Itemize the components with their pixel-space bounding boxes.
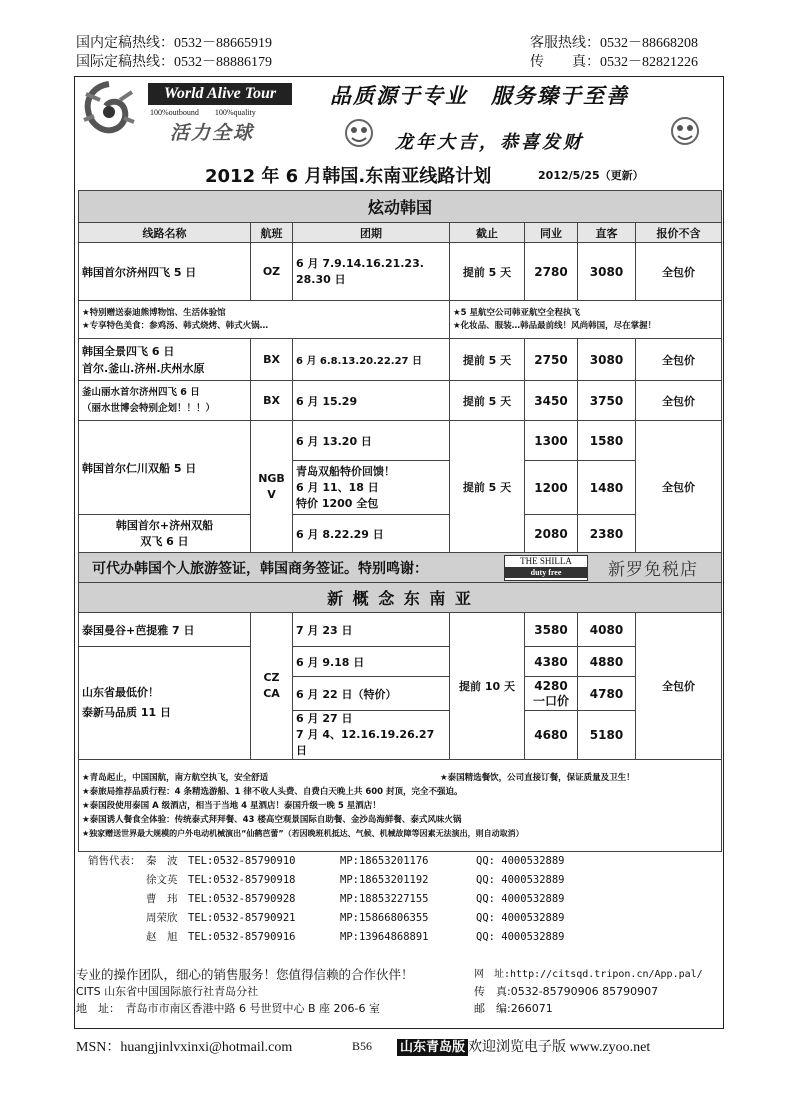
- korea-banner: 炫动韩国: [79, 191, 722, 223]
- price-note: 全包价: [636, 381, 722, 421]
- service-label: 客服热线：: [530, 36, 600, 51]
- route-name: 韩国首尔仁川双船 5 日: [79, 421, 251, 515]
- rep-qq: QQ: 4000532889: [476, 874, 565, 886]
- rep-name: 曹 玮: [146, 893, 178, 905]
- route-table: [78, 190, 722, 852]
- peer-price: 3580: [525, 613, 578, 647]
- col-header: 团期: [293, 223, 450, 243]
- intl-phone: 0532－88886179: [174, 55, 272, 70]
- peer-price: 1200: [525, 461, 578, 515]
- edition-browse: 欢迎浏览电子版 www.zyoo.net: [468, 1040, 651, 1055]
- rep-name: 周荣欣: [146, 912, 178, 924]
- note: ★5 星航空公司韩亚航空全程执飞: [453, 307, 580, 318]
- note: ★专享特色美食：参鸡汤、韩式烧烤、韩式火锅…: [82, 320, 269, 331]
- fax-label: 传 真：: [530, 55, 600, 70]
- departure-dates: 6 月 9.18 日: [293, 647, 450, 677]
- direct-price: 1480: [578, 461, 636, 515]
- bullet: ★青岛起止，中国国航，南方航空执飞，安全舒适: [82, 772, 269, 783]
- shilla-top: THE SHILLA: [520, 555, 572, 566]
- departure-dates: 6 月 6.8.13.20.22.27 日: [293, 339, 450, 381]
- bullet: ★泰旅局推荐品质行程：4 条精选游船、1 律不收人头费、自费白天晚上共 600 封顶，完全不强迫。: [82, 786, 463, 797]
- highlight-notes-row: [79, 301, 722, 339]
- footer-right: [474, 966, 724, 1017]
- departure-dates: 7 月 23 日: [293, 613, 450, 647]
- table-row: [79, 647, 722, 677]
- bullet: ★独家赠送世界最大规模的户外电动机械演出“仙鹤芭蕾”（若因晚班机抵达、气候、机械故障等因素无法演出，则自动取消）: [82, 828, 524, 838]
- deadline: 提前 10 天: [450, 613, 525, 760]
- footer-address: 地 址： 青岛市市南区香港中路 6 号世贸中心 B 座 206-6 室: [76, 1002, 380, 1015]
- note: ★特别赠送泰迪熊博物馆、生活体验馆: [82, 307, 226, 318]
- flight-code: OZ: [251, 243, 293, 301]
- logo-chinese-name: 活力全球: [170, 122, 255, 144]
- rep-mobile: MP:13964868891: [340, 931, 429, 943]
- korea-banner-row: [79, 191, 722, 223]
- footer-company: CITS 山东省中国国际旅行社青岛分社: [76, 985, 259, 998]
- sea-banner: 新 概 念 东 南 亚: [79, 583, 722, 613]
- rep-qq: QQ: 4000532889: [476, 931, 565, 943]
- bullet: ★泰国段使用泰国 A 级酒店，相当于当地 4 星酒店！泰国升级一晚 5 星酒店！: [82, 800, 381, 811]
- domestic-label: 国内定稿热线：: [76, 36, 174, 51]
- route-name: 泰国曼谷+芭提雅 7 日: [79, 613, 251, 647]
- rep-mobile: MP:15866806355: [340, 912, 429, 924]
- sales-reps: [88, 852, 565, 947]
- table-row: [79, 243, 722, 301]
- flight-code: NGB V: [251, 421, 293, 553]
- deadline: 提前 5 天: [450, 339, 525, 381]
- route-name: 韩国首尔+济州双船 双飞 6 日: [79, 515, 251, 553]
- departure-dates: 青岛双船特价回馈！ 6 月 11、18 日 特价 1200 全包: [293, 461, 450, 515]
- sea-banner-row: [79, 583, 722, 613]
- update-date: 2012/5/25（更新）: [538, 169, 644, 182]
- new-year-wish: 龙年大吉，恭喜发财: [395, 132, 584, 153]
- rep-name: 秦 波: [146, 855, 178, 867]
- peer-price: 2780: [525, 243, 578, 301]
- peer-price: 2080: [525, 515, 578, 553]
- peer-price: 2750: [525, 339, 578, 381]
- service-phone: 0532－88668208: [600, 36, 698, 51]
- rep-name: 徐文英: [146, 874, 178, 886]
- bullet: ★泰国诱人餐食全体验：传统泰式拜拜餐、43 楼高空观景国际自助餐、金沙岛海鲜餐、泰式风味火锅: [82, 814, 462, 825]
- sales-rep-row: [88, 852, 565, 871]
- sales-rep-row: [88, 909, 565, 928]
- col-header: 航班: [251, 223, 293, 243]
- rep-mobile: MP:18653201176: [340, 855, 429, 867]
- departure-dates: 6 月 22 日（特价）: [293, 677, 450, 711]
- departure-dates: 6 月 27 日 7 月 4、12.16.19.26.27 日: [293, 711, 450, 760]
- service-hotlines: [530, 34, 698, 72]
- col-header: 线路名称: [79, 223, 251, 243]
- edition-line: [397, 1036, 650, 1056]
- shilla-logo: [504, 555, 588, 581]
- rep-tel: TEL:0532-85790928: [188, 893, 296, 905]
- highlight-notes-right: [450, 301, 722, 339]
- logo-subtitle: 100%outbound 100%quality: [150, 108, 256, 117]
- route-name: 釜山丽水首尔济州四飞 6 日 （丽水世博会特别企划！！！）: [79, 381, 251, 421]
- table-row: [79, 339, 722, 381]
- peer-price: 4280 一口价: [525, 677, 578, 711]
- departure-dates: 6 月 7.9.14.16.21.23. 28.30 日: [293, 243, 450, 301]
- sales-label: 销售代表：: [88, 855, 141, 867]
- direct-price: 2380: [578, 515, 636, 553]
- footer-fax: 传 真:0532-85790906 85790907: [474, 985, 659, 998]
- rep-qq: QQ: 4000532889: [476, 912, 565, 924]
- shilla-bottom: duty free: [505, 567, 587, 578]
- rep-tel: TEL:0532-85790921: [188, 912, 296, 924]
- direct-price: 4780: [578, 677, 636, 711]
- price-note: 全包价: [636, 339, 722, 381]
- rep-qq: QQ: 4000532889: [476, 855, 565, 867]
- flight-code: BX: [251, 339, 293, 381]
- sales-rep-row: [88, 928, 565, 947]
- route-name: 山东省最低价！ 泰新马品质 11 日: [79, 647, 251, 760]
- rep-mobile: MP:18853227155: [340, 893, 429, 905]
- domestic-hotlines: [76, 34, 272, 72]
- bullet: ★泰国精选餐饮，公司直接订餐，保证质量及卫生！: [440, 772, 635, 783]
- page-title: 2012 年 6 月韩国.东南亚线路计划: [205, 166, 492, 187]
- col-header: 直客: [578, 223, 636, 243]
- price-note: 全包价: [636, 613, 722, 760]
- domestic-phone: 0532－88665919: [174, 36, 272, 51]
- footer-left: [76, 966, 476, 1017]
- logo-name: World Alive Tour: [148, 83, 292, 105]
- deadline: 提前 5 天: [450, 421, 525, 553]
- price-note: 全包价: [636, 421, 722, 553]
- rep-name: 赵 旭: [146, 931, 178, 943]
- visa-text: 可代办韩国个人旅游签证，韩国商务签证。特别鸣谢：: [92, 560, 428, 577]
- direct-price: 5180: [578, 711, 636, 760]
- direct-price: 4880: [578, 647, 636, 677]
- route-name: 韩国首尔济州四飞 5 日: [79, 243, 251, 301]
- table-header-row: [79, 223, 722, 243]
- col-header: 截止: [450, 223, 525, 243]
- note: ★化妆品、服装…韩品最前线！风尚韩国，尽在掌握！: [453, 320, 657, 331]
- direct-price: 4080: [578, 613, 636, 647]
- col-header: 报价不含: [636, 223, 722, 243]
- departure-dates: 6 月 8.22.29 日: [293, 515, 450, 553]
- fax-phone: 0532－82821226: [600, 55, 698, 70]
- table-row: [79, 613, 722, 647]
- deadline: 提前 5 天: [450, 381, 525, 421]
- departure-dates: 6 月 13.20 日: [293, 421, 450, 461]
- visa-banner: [79, 553, 722, 583]
- table-row: [79, 515, 722, 553]
- rep-tel: TEL:0532-85790910: [188, 855, 296, 867]
- route-name: 韩国全景四飞 6 日 首尔.釜山.济州.庆州水原: [79, 339, 251, 381]
- table-row: [79, 421, 722, 461]
- footer-website: 网 址:http://citsqd.tripon.cn/App.pal/: [474, 969, 703, 980]
- highlight-notes-left: [79, 301, 450, 339]
- dutyfree-name: 新罗免税店: [608, 560, 699, 580]
- direct-price: 1580: [578, 421, 636, 461]
- table-row: [79, 381, 722, 421]
- peer-price: 1300: [525, 421, 578, 461]
- rep-mobile: MP:18653201192: [340, 874, 429, 886]
- rep-tel: TEL:0532-85790918: [188, 874, 296, 886]
- edition-brand: 山东青岛版: [397, 1039, 468, 1056]
- rep-tel: TEL:0532-85790916: [188, 931, 296, 943]
- visa-row: [79, 553, 722, 583]
- direct-price: 3750: [578, 381, 636, 421]
- footer-tagline: 专业的操作团队，细心的销售服务！您值得信赖的合作伙伴！: [76, 967, 414, 982]
- peer-price: 4680: [525, 711, 578, 760]
- intl-label: 国际定稿热线：: [76, 55, 174, 70]
- flight-code: BX: [251, 381, 293, 421]
- rep-qq: QQ: 4000532889: [476, 893, 565, 905]
- swirl-logo-icon: [80, 80, 138, 142]
- sea-bullets: [79, 760, 722, 852]
- footer-postcode: 邮 编:266071: [474, 1002, 553, 1015]
- direct-price: 3080: [578, 339, 636, 381]
- deadline: 提前 5 天: [450, 243, 525, 301]
- msn-contact: MSN：huangjinlvxinxi@hotmail.com: [76, 1040, 293, 1055]
- sea-bullets-row: [79, 760, 722, 852]
- slogan: 品质源于专业 服务臻于至善: [330, 84, 629, 108]
- sales-rep-row: [88, 890, 565, 909]
- page-number: B56: [352, 1039, 373, 1053]
- departure-dates: 6 月 15.29: [293, 381, 450, 421]
- dragon-ornament-icon: [342, 116, 376, 150]
- peer-price: 3450: [525, 381, 578, 421]
- peer-price: 4380: [525, 647, 578, 677]
- dragon-ornament-icon: [668, 114, 702, 148]
- price-note: 全包价: [636, 243, 722, 301]
- company-logo: [80, 80, 295, 148]
- flight-code: CZ CA: [251, 613, 293, 760]
- col-header: 同业: [525, 223, 578, 243]
- sales-rep-row: [88, 871, 565, 890]
- direct-price: 3080: [578, 243, 636, 301]
